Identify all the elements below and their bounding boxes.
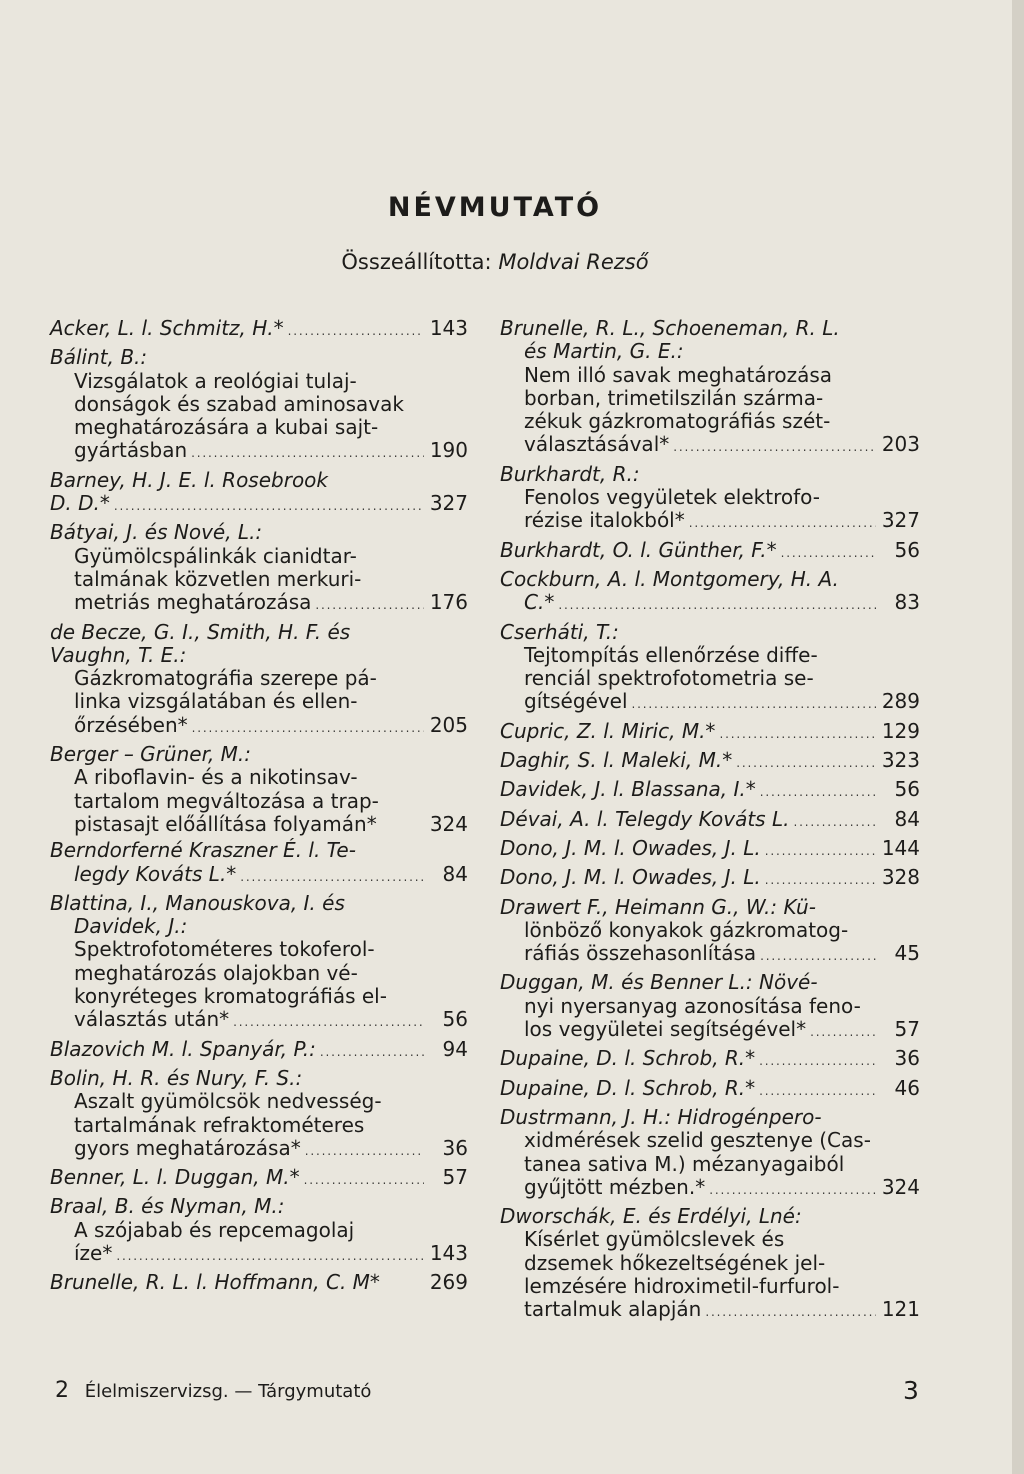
dot-leader [810, 1018, 876, 1044]
entry-author-line [500, 837, 920, 863]
entry-description-line [50, 370, 468, 393]
entry-description-line [50, 1114, 468, 1137]
page-number: 324 [881, 1174, 920, 1199]
entry-author: Cupric, Z. l. Miric, M.* [500, 718, 716, 743]
compiler-name: Moldvai Rezső [498, 250, 649, 274]
index-entry [50, 469, 468, 519]
entry-title: rézise italokból* [524, 508, 685, 533]
entry-author-line [500, 539, 920, 565]
index-entry [500, 778, 920, 804]
entry-author-line [50, 346, 468, 369]
page-subtitle [0, 250, 990, 274]
entry-author-line [500, 896, 920, 919]
entry-title: Spektrofotométeres tokoferol- [74, 937, 375, 962]
dot-leader [320, 1038, 424, 1064]
entry-title: gyors meghatározása* [74, 1135, 301, 1160]
index-entry [500, 896, 920, 969]
entry-author: Drawert F., Heimann G., W.: Kü- [500, 894, 816, 919]
dot-leader [705, 1298, 876, 1324]
entry-title: meghatározás olajokban vé- [74, 960, 358, 985]
entry-description-line [500, 486, 920, 509]
page-number: 56 [442, 1007, 468, 1032]
entry-author-line [50, 521, 468, 544]
entry-author-line [500, 568, 920, 591]
entry-description-line [500, 995, 920, 1018]
entry-author: Dupaine, D. l. Schrob, R.* [500, 1046, 756, 1071]
page-number: 36 [894, 1046, 920, 1071]
page-number: 121 [881, 1297, 920, 1322]
page-number: 57 [894, 1017, 920, 1042]
dot-leader [719, 720, 876, 746]
right-page-number: 3 [903, 1376, 919, 1405]
entry-description-line [500, 1252, 920, 1275]
entry-author: Cockburn, A. l. Montgomery, H. A. [500, 566, 839, 591]
index-entry [50, 521, 468, 617]
entry-title: A riboflavin- és a nikotinsav- [74, 765, 358, 790]
dot-leader [116, 1242, 424, 1268]
entry-title: pistasajt előállítása folyamán* [74, 811, 377, 836]
dot-leader [191, 439, 424, 465]
dot-leader [673, 433, 876, 459]
entry-author-line [500, 1077, 920, 1103]
entry-title: nyi nyersanyag azonosítása feno- [524, 993, 861, 1018]
entry-author: Daghir, S. l. Maleki, M.* [500, 748, 733, 773]
index-entry [500, 1106, 920, 1202]
entry-description-line [500, 1129, 920, 1152]
dot-leader [765, 837, 876, 863]
entry-author: Dustrmann, J. H.: Hidrogénpero- [500, 1104, 822, 1129]
index-entry [500, 317, 920, 460]
entry-author-line [50, 1067, 468, 1090]
entry-title: talmának közvetlen merkuri- [74, 566, 362, 591]
entry-title: ráfiás összehasonlítása [524, 941, 757, 966]
page-number: 205 [429, 712, 468, 737]
entry-author: Dévai, A. l. Telegdy Kováts L. [500, 806, 790, 831]
page-number: 57 [442, 1165, 468, 1190]
index-entry [50, 892, 468, 1035]
page-number: 190 [429, 438, 468, 463]
index-entry [500, 568, 920, 618]
dot-leader [759, 1047, 876, 1073]
entry-description-line [50, 416, 468, 439]
dot-leader [288, 317, 424, 343]
entry-title: zékuk gázkromatográfiás szét- [524, 409, 831, 434]
entry-author-line [50, 621, 468, 644]
entry-title: Tejtompítás ellenőrzése diffe- [524, 642, 818, 667]
entry-description-line [50, 714, 468, 740]
entry-description-line [500, 410, 920, 433]
page-number: 45 [894, 941, 920, 966]
dot-leader [315, 591, 424, 617]
page-number: 36 [442, 1135, 468, 1160]
entry-description-line [500, 667, 920, 690]
entry-title: metriás meghatározása [74, 590, 312, 615]
entry-author-line [500, 1047, 920, 1073]
entry-author: Davidek, J. l. Blassana, I.* [500, 777, 756, 802]
entry-title: xidmérések szelid gesztenye (Cas- [524, 1128, 871, 1153]
entry-author-line [500, 340, 920, 363]
entry-author-line [500, 591, 920, 617]
entry-author: Berndorferné Kraszner É. l. Te- [50, 838, 356, 863]
entry-author-line [50, 915, 468, 938]
entry-title: renciál spektrofotometria se- [524, 666, 814, 691]
index-entry [50, 1271, 468, 1294]
entry-description-line [50, 962, 468, 985]
subtitle-prefix: Összeállította: [341, 250, 492, 274]
entry-author-line [50, 1195, 468, 1218]
entry-author: Bálint, B.: [50, 345, 148, 370]
entry-title: los vegyületei segítségével* [524, 1017, 807, 1042]
page-number: 144 [881, 835, 920, 860]
index-column-right [500, 317, 920, 1328]
dot-leader [760, 778, 876, 804]
entry-author: D. D.* [50, 491, 110, 516]
entry-description-line [500, 387, 920, 410]
entry-title: A szójabab és repcemagolaj [74, 1217, 355, 1242]
dot-leader [304, 1166, 424, 1192]
page-number: 327 [881, 508, 920, 533]
page-number: 176 [429, 590, 468, 615]
entry-description-line [50, 985, 468, 1008]
entry-description-line [50, 1090, 468, 1113]
entry-author: Braal, B. és Nyman, M.: [50, 1194, 285, 1219]
entry-description-line [50, 1137, 468, 1163]
index-entry [50, 743, 468, 836]
entry-author-line [500, 1205, 920, 1228]
entry-description-line [50, 790, 468, 813]
dot-leader [793, 808, 876, 834]
dot-leader [759, 1077, 876, 1103]
entry-author-line [500, 808, 920, 834]
entry-description-line [500, 690, 920, 716]
dot-leader [709, 1176, 876, 1202]
entry-description-line [50, 1008, 468, 1034]
dot-leader [305, 1137, 424, 1163]
dot-leader [765, 866, 876, 892]
page-number: 94 [442, 1036, 468, 1061]
index-entry [500, 720, 920, 746]
entry-title: íze* [74, 1240, 113, 1265]
entry-author: Duggan, M. és Benner L.: Növé- [500, 970, 818, 995]
entry-description-line [50, 1242, 468, 1268]
entry-description-line [500, 364, 920, 387]
entry-description-line [500, 942, 920, 968]
index-entry [50, 621, 468, 740]
entry-author: Cserháti, T.: [500, 619, 619, 644]
entry-author-line [500, 463, 920, 486]
entry-author-line [50, 1271, 468, 1294]
page-number: 83 [894, 590, 920, 615]
entry-author: Berger – Grüner, M.: [50, 742, 252, 767]
entry-title: tartalmának refraktométeres [74, 1112, 365, 1137]
entry-description-line [50, 393, 468, 416]
index-entry [50, 346, 468, 465]
entry-title: gítségével [524, 689, 628, 714]
index-entry [50, 1067, 468, 1163]
entry-title: Vizsgálatok a reológiai tulaj- [74, 368, 357, 393]
index-entry [500, 539, 920, 565]
index-entry [500, 463, 920, 536]
entry-title: meghatározására a kubai sajt- [74, 415, 379, 440]
index-entry [500, 837, 920, 863]
entry-author: Bolin, H. R. és Nury, F. S.: [50, 1065, 303, 1090]
entry-description-line [500, 1275, 920, 1298]
entry-title: Nem illó savak meghatározása [524, 362, 833, 387]
dot-leader [736, 749, 876, 775]
entry-author-line [500, 866, 920, 892]
entry-description-line [500, 919, 920, 942]
entry-title: választás után* [74, 1007, 230, 1032]
entry-author-line [50, 644, 468, 667]
entry-author-line [50, 743, 468, 766]
page-number: 46 [894, 1075, 920, 1100]
page-number: 203 [881, 432, 920, 457]
dot-leader [781, 539, 876, 565]
entry-description-line [50, 1219, 468, 1242]
entry-description-line [500, 1018, 920, 1044]
entry-title: lemzésére hidroximetil-furfurol- [524, 1273, 840, 1298]
entry-author-line [50, 1166, 468, 1192]
index-entry [500, 808, 920, 834]
entry-title: Gyümölcspálinkák cianidtar- [74, 543, 357, 568]
index-entry [500, 971, 920, 1044]
page-number: 143 [429, 316, 468, 340]
index-entry [50, 1038, 468, 1064]
entry-author: Burkhardt, R.: [500, 461, 640, 486]
entry-title: tanea sativa M.) mézanyagaiból [524, 1151, 845, 1176]
entry-title: donságok és szabad aminosavak [74, 391, 404, 416]
entry-title: tartalom megváltozása a trap- [74, 788, 379, 813]
page-number: 143 [429, 1240, 468, 1265]
entry-author-line [500, 621, 920, 644]
entry-author-line [50, 492, 468, 518]
page-number: 56 [894, 537, 920, 562]
page-number: 84 [894, 806, 920, 831]
page-title: NÉVMUTATÓ [387, 192, 603, 223]
page-number: 269 [429, 1270, 468, 1295]
entry-description-line [50, 568, 468, 591]
entry-author: Davidek, J.: [74, 914, 188, 939]
entry-author-line [500, 317, 920, 340]
entry-author-line [50, 863, 468, 889]
index-entry [50, 1166, 468, 1192]
dot-leader [632, 690, 876, 716]
entry-author-line [50, 1038, 468, 1064]
entry-author: Dworschák, E. és Erdélyi, Lné: [500, 1204, 802, 1229]
entry-author: Blattina, I., Manouskova, I. és [50, 890, 345, 915]
index-entry [50, 1195, 468, 1268]
page-number: 289 [881, 689, 920, 714]
entry-description-line [500, 1228, 920, 1251]
journal-running-title: Élelmiszervizsg. — Tárgymutató [84, 1381, 372, 1402]
entry-description-line [500, 644, 920, 667]
index-entry [500, 1047, 920, 1073]
entry-author: és Martin, G. E.: [524, 339, 684, 364]
entry-author: Vaughn, T. E.: [50, 642, 187, 667]
entry-author-line [500, 749, 920, 775]
dot-leader [114, 492, 424, 518]
entry-description-line [500, 1176, 920, 1202]
entry-description-line [50, 591, 468, 617]
entry-title: borban, trimetilszilán szárma- [524, 385, 824, 410]
index-entry [500, 866, 920, 892]
dot-leader [192, 714, 424, 740]
page-number: 84 [442, 861, 468, 886]
entry-title: dzsemek hőkezeltségének jel- [524, 1250, 826, 1275]
index-entry [50, 839, 468, 889]
index-entry [500, 621, 920, 717]
entry-title: Fenolos vegyületek elektrofo- [524, 485, 820, 510]
entry-description-line [500, 509, 920, 535]
index-column-left [50, 317, 468, 1298]
entry-title: őrzésében* [74, 712, 188, 737]
entry-author-line [50, 469, 468, 492]
entry-author: Brunelle, R. L., Schoeneman, R. L. [500, 316, 840, 340]
entry-description-line [50, 439, 468, 465]
entry-author: Burkhardt, O. l. Günther, F.* [500, 537, 777, 562]
entry-author: Brunelle, R. L. l. Hoffmann, C. M* [50, 1270, 380, 1295]
dot-leader [233, 1008, 424, 1034]
footer-left [55, 1378, 371, 1403]
dot-leader [760, 942, 876, 968]
entry-author: C.* [524, 590, 555, 615]
entry-author-line [500, 778, 920, 804]
entry-description-line [500, 1153, 920, 1176]
index-entry [500, 1205, 920, 1324]
entry-description-line [50, 667, 468, 690]
entry-description-line [50, 690, 468, 713]
entry-description-line [50, 766, 468, 789]
entry-title: tartalmuk alapján [524, 1297, 702, 1322]
page-number: 323 [881, 748, 920, 773]
dot-leader [558, 591, 876, 617]
entry-description-line [500, 1298, 920, 1324]
index-entry [500, 1077, 920, 1103]
entry-author-line [50, 839, 468, 862]
entry-author-line [50, 892, 468, 915]
entry-author: Dono, J. M. l. Owades, J. L. [500, 835, 761, 860]
entry-author: Acker, L. l. Schmitz, H.* [50, 316, 284, 340]
page-number: 56 [894, 777, 920, 802]
left-page-number: 2 [55, 1378, 69, 1403]
entry-author: Barney, H. J. E. l. Rosebrook [50, 467, 328, 492]
entry-title: konyréteges kromatográfiás el- [74, 984, 387, 1009]
entry-author: Dupaine, D. l. Schrob, R.* [500, 1075, 756, 1100]
index-entry [50, 317, 468, 343]
entry-author: Blazovich M. l. Spanyár, P.: [50, 1036, 316, 1061]
entry-description-line [50, 938, 468, 961]
page-number: 327 [429, 491, 468, 516]
entry-title: Gázkromatográfia szerepe pá- [74, 666, 377, 691]
page-number: 324 [429, 811, 468, 836]
entry-author: Dono, J. M. l. Owades, J. L. [500, 865, 761, 890]
entry-author-line [500, 1106, 920, 1129]
entry-title: gyűjtött mézben.* [524, 1174, 706, 1199]
entry-author-line [50, 317, 468, 343]
entry-title: linka vizsgálatában és ellen- [74, 689, 358, 714]
entry-author: legdy Kováts L.* [74, 861, 237, 886]
entry-title: Aszalt gyümölcsök nedvesség- [74, 1089, 382, 1114]
entry-author: Bátyai, J. és Nové, L.: [50, 520, 263, 545]
entry-title: választásával* [524, 432, 670, 457]
entry-title: gyártásban [74, 438, 188, 463]
index-entry [500, 749, 920, 775]
entry-author: Benner, L. l. Duggan, M.* [50, 1165, 300, 1190]
entry-title: lönböző konyakok gázkromatog- [524, 917, 849, 942]
entry-description-line [500, 433, 920, 459]
entry-author-line [500, 971, 920, 994]
entry-author-line [500, 720, 920, 746]
dot-leader [689, 509, 876, 535]
entry-author: de Becze, G. I., Smith, H. F. és [50, 619, 351, 644]
dot-leader [240, 863, 424, 889]
page-edge [1012, 0, 1024, 1474]
entry-description-line [50, 545, 468, 568]
entry-description-line [50, 813, 468, 836]
page-number: 328 [881, 865, 920, 890]
entry-title: Kísérlet gyümölcslevek és [524, 1227, 785, 1252]
page-number: 129 [881, 718, 920, 743]
